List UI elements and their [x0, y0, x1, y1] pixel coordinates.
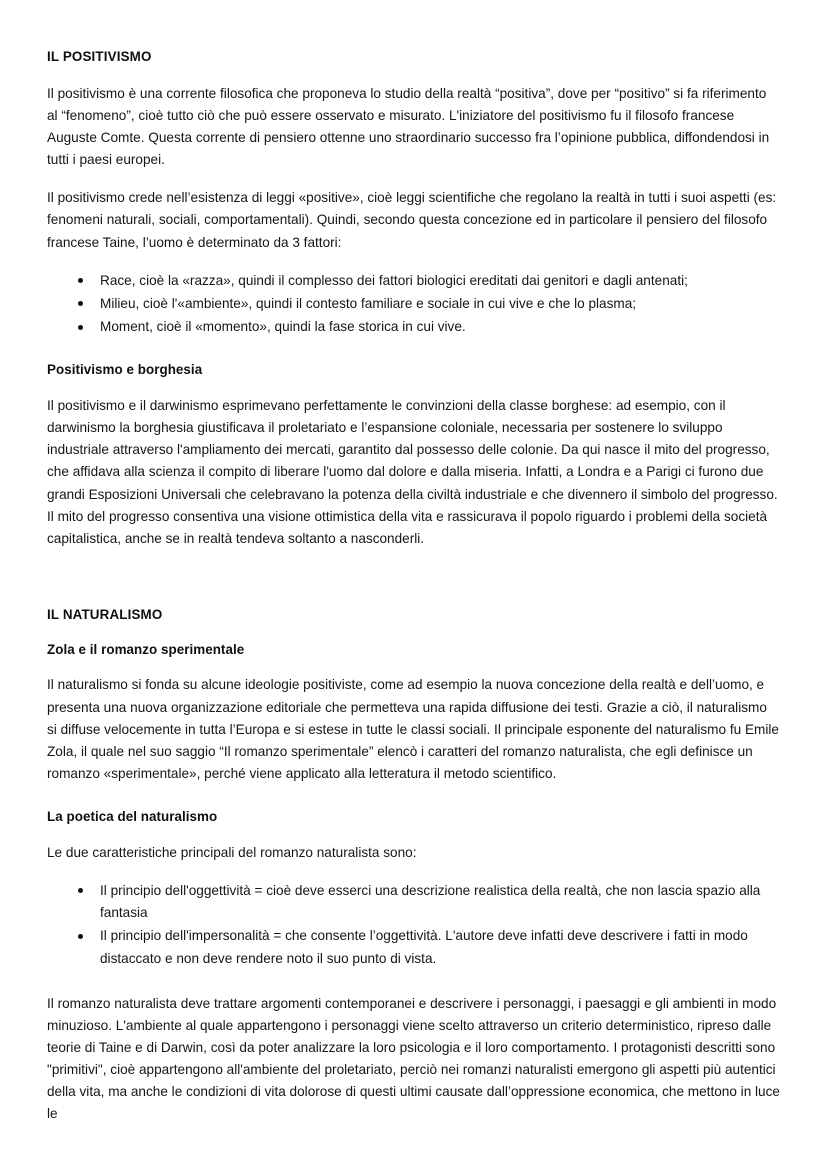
spacer: [47, 354, 780, 361]
list-item: [47, 293, 780, 315]
list-item: [47, 925, 780, 969]
list-item: [47, 270, 780, 292]
spacer: [47, 801, 780, 808]
list-item: [47, 316, 780, 338]
spacer: [47, 986, 780, 993]
list-item-label: Race, cioè la «razza», quindi il complesso dei fattori biologici ereditati dai genitori e dagli antenati;: [100, 272, 688, 288]
document-body: [47, 48, 780, 1142]
list-fattori-taine: [47, 270, 780, 338]
paragraph-positivismo-leggi: Il positivismo crede nell’esistenza di leggi «positive», cioè leggi scientifiche che regolano la realtà in tutti i suoi aspetti (es: fenomeni naturali, sociali, comportamentali). Quindi, secondo questa concezione ed in particolare il pensiero del filosofo francese Taine, l’uomo è determinato da 3 fattori:: [47, 190, 777, 250]
bullet-icon: [78, 934, 83, 939]
subheading-positivismo-e-borghesia: Positivismo e borghesia: [47, 362, 203, 378]
list-item-label: Milieu, cioè l'«ambiente», quindi il contesto familiare e sociale in cui vive e che lo plasma;: [100, 295, 637, 311]
section-heading-naturalismo: IL NATURALISMO: [47, 607, 163, 623]
bullet-icon: [78, 325, 83, 330]
paragraph-positivismo-definizione: Il positivismo è una corrente filosofica che proponeva lo studio della realtà “positiva”, dove per “positivo” si fa riferimento al “fenomeno”, cioè tutto ciò che può essere osservato e misurato. L'iniziatore del positivismo fu il filosofo francese Auguste Comte. Questa corrente di pensiero ottenne uno straordinario successo fra l’opinione pubblica, diffondendosi in tutti i paesi europei.: [47, 85, 770, 168]
paragraph-due-caratteristiche: Le due caratteristiche principali del romanzo naturalista sono:: [47, 844, 417, 860]
list-item: [47, 880, 780, 924]
paragraph-positivismo-borghesia: Il positivismo e il darwinismo esprimevano perfettamente le convinzioni della classe borghese: ad esempio, con il darwinismo la borghesia giustificava il proletariato e l’espansione coloniale, necessaria per sostenere lo sviluppo industriale attraverso l'ampliamento dei mercati, garantito dal possesso delle colonie. Da qui nasce il mito del progresso, che affidava alla scienza il compito di liberare l'uomo dal dolore e dalla miseria. Infatti, a Londra e a Parigi ci furono due grandi Esposizioni Universali che celebravano la potenza della civiltà industriale e che divennero il simbolo del progresso. Il mito del progresso consentiva una visione ottimistica della vita e rassicurava il popolo riguardo i problemi della società capitalistica, anche se in realtà tendeva soltanto a nasconderli.: [47, 397, 778, 546]
list-item-label: Moment, cioè il «momento», quindi la fase storica in cui vive.: [100, 319, 466, 335]
subheading-zola-romanzo-sperimentale: Zola e il romanzo sperimentale: [47, 641, 245, 657]
bullet-icon: [78, 888, 83, 893]
list-principi-naturalismo: [47, 880, 780, 970]
section-heading-positivismo: IL POSITIVISMO: [47, 49, 152, 64]
list-item-label: Il principio dell'impersonalità = che consente l’oggettività. L'autore deve infatti deve descrivere i fatti in modo distaccato e non deve rendere noto il suo punto di vista.: [100, 928, 748, 966]
bullet-icon: [78, 278, 83, 283]
list-item-label: Il principio dell'oggettività = cioè deve esserci una descrizione realistica della realtà, che non lascia spazio alla fantasia: [100, 883, 761, 921]
paragraph-naturalismo-ideologie: Il naturalismo si fonda su alcune ideologie positiviste, come ad esempio la nuova concezione della realtà e dell’uomo, e presenta una nuova organizzazione editoriale che permetteva una rapida diffusione dei testi. Grazie a ciò, il naturalismo si diffuse velocemente in tutta l’Europa e si estese in tutte le classi sociali. Il principale esponente del naturalismo fu Emile Zola, il quale nel suo saggio “Il romanzo sperimentale” elencò i caratteri del romanzo naturalista, che egli definisce un romanzo «sperimentale», perché viene applicato alla letteratura il metodo scientifico.: [47, 677, 779, 782]
bullet-icon: [78, 301, 83, 306]
subheading-poetica-del-naturalismo: La poetica del naturalismo: [47, 809, 218, 825]
paragraph-romanzo-naturalista: Il romanzo naturalista deve trattare argomenti contemporanei e descrivere i personaggi, i paesaggi e gli ambienti in modo minuzioso. L'ambiente al quale appartengono i personaggi viene scelto attraverso un criterio deterministico, ripreso dalle teorie di Taine e di Darwin, così da poter analizzare la loro psicologia e il loro comportamento. I protagonisti descritti sono "primitivi", cioè appartengono all'ambiente del proletariato, perciò nei romanzi naturalisti emergono gli aspetti più autentici della vita, ma anche le condizioni di vita dolorose di questi ultimi causate dall’oppressione economica, che mettono in luce le: [47, 995, 780, 1122]
section-spacer: [47, 566, 780, 606]
